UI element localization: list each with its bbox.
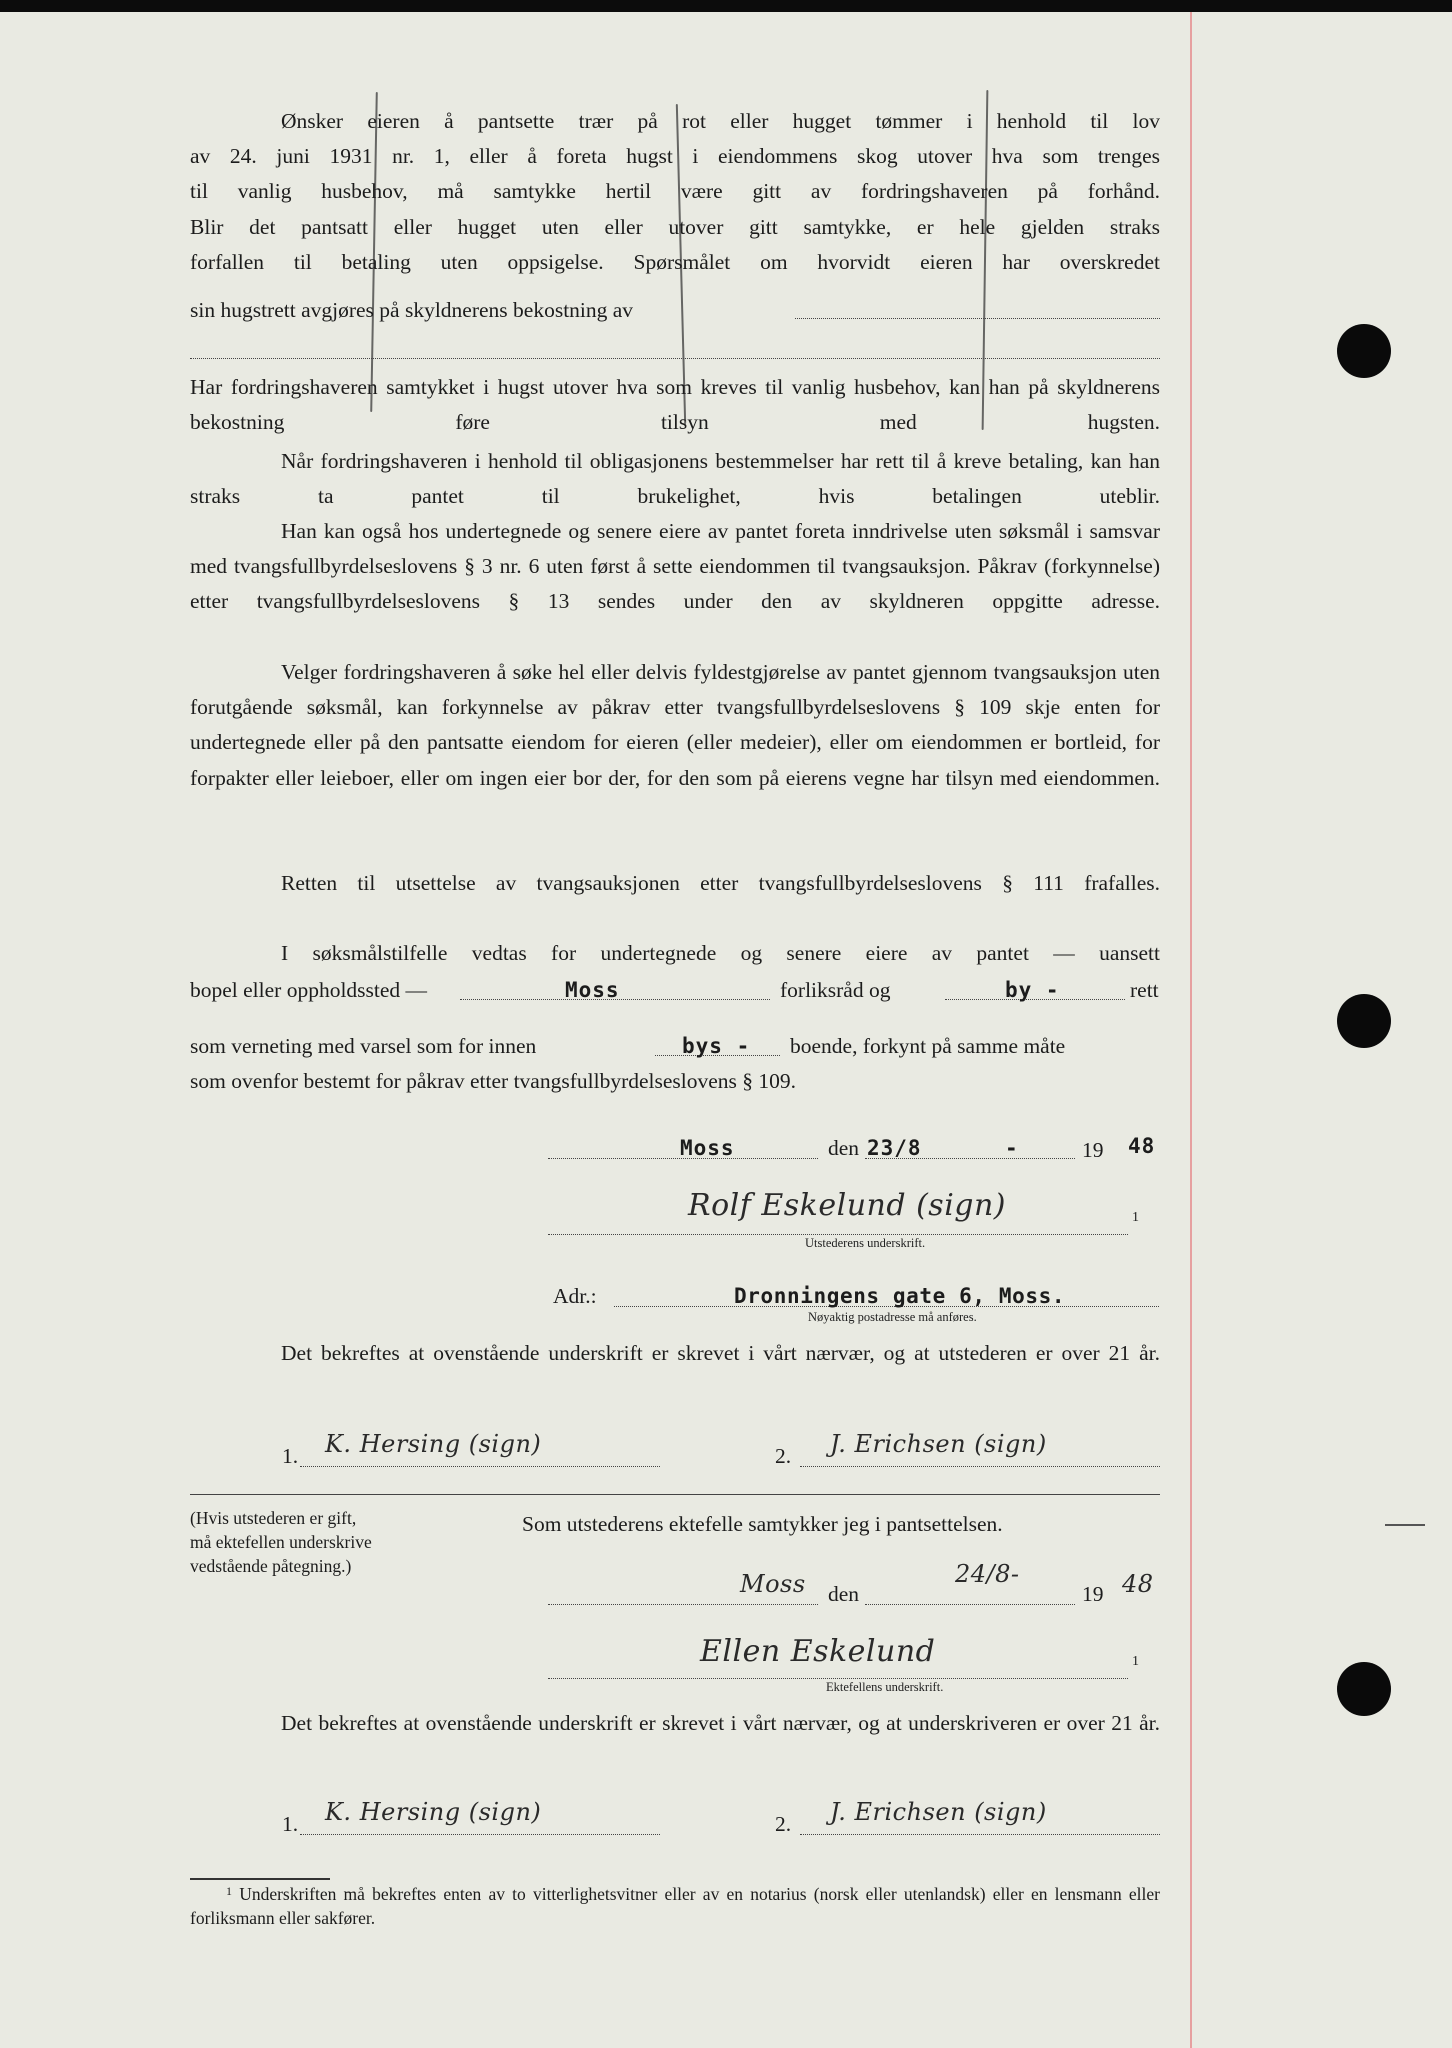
fill-line	[548, 1604, 818, 1605]
fill-line	[548, 1234, 1128, 1235]
fill-line	[800, 1466, 1160, 1467]
text-line: 19	[1082, 1582, 1104, 1606]
footnote-mark: 1	[226, 1884, 232, 1898]
text-line: Blir det pantsatt eller hugget uten eller utover gitt samtykke, er hele gjelden straks	[190, 214, 1160, 239]
spouse-note: (Hvis utstederen er gift,	[190, 1508, 357, 1528]
paragraph: Velger fordringshaveren å søke hel eller delvis fyldestgjørelse av pantet gjennom tvangsauksjon uten forutgående søksmål, kan forkynnelse av påkrav etter tvangsfullbyrdelseslovens § 109 skje enten for undertegnede eller på den pantsatte eiendom for eieren (eller medeier), eller om eiendommen er bortleid, for forpakter eller leieboer, eller om ingen eier bor der, for den som på eierens vegne har tilsyn med eiendommen.	[190, 660, 1160, 790]
paragraph: Han kan også hos undertegnede og senere eiere av pantet foreta inndrivelse uten søksmål i samsvar med tvangsfullbyrdelseslovens § 3 nr. 6 uten først å sette eiendommen til tvangsauksjon. Påkrav (forkynnelse) etter tvangsfullbyrdelseslovens § 13 sendes under den av skyldneren oppgitte adresse.	[190, 519, 1160, 614]
binder-hole	[1337, 994, 1391, 1048]
fill-line	[865, 1604, 1075, 1605]
fill-line	[548, 1678, 1128, 1679]
witness-signature: J. Erichsen (sign)	[830, 1798, 1047, 1826]
handwritten-date: 24/8-	[955, 1560, 1020, 1588]
text-line: den	[828, 1136, 860, 1160]
spouse-consent: Som utstederens ektefelle samtykker jeg i pantsettelsen.	[522, 1512, 1003, 1536]
footnote-mark: 1	[1132, 1654, 1139, 1669]
text-line: bopel eller oppholdssted —	[190, 978, 428, 1002]
footnote-text: Underskriften må bekreftes enten av to vitterlighetsvitner eller av en notarius (norsk eller utenlandsk) eller en lensmann eller forliksmann eller sakfører.	[190, 1884, 1161, 1928]
address-caption: Nøyaktig postadresse må anføres.	[808, 1310, 977, 1324]
text-line: forfallen til betaling uten oppsigelse. Spørsmålet om hvorvidt eieren har overskredet	[190, 249, 1160, 274]
signature-caption: Utstederens underskrift.	[805, 1236, 926, 1250]
witness-signature: J. Erichsen (sign)	[830, 1430, 1047, 1458]
separator-line	[190, 1494, 1160, 1495]
witness-signature: K. Hersing (sign)	[325, 1430, 542, 1458]
handwritten-year: 48	[1122, 1570, 1154, 1598]
footnote	[190, 1882, 1160, 1930]
edge-mark	[1385, 1524, 1425, 1526]
witness-number: 1.	[282, 1812, 299, 1836]
fill-line	[800, 1834, 1160, 1835]
red-margin-rule	[1190, 12, 1192, 2048]
spouse-signature: Ellen Eskelund	[700, 1634, 936, 1669]
issuer-signature: Rolf Eskelund (sign)	[688, 1188, 1007, 1223]
witness-number: 1.	[282, 1444, 299, 1468]
address-label: Adr.:	[553, 1284, 597, 1308]
typed-value: by -	[1005, 978, 1060, 1002]
footnote-mark: 1	[1132, 1210, 1139, 1225]
fill-line	[190, 358, 1160, 359]
witness-signature: K. Hersing (sign)	[325, 1798, 542, 1826]
text-line: som verneting med varsel som for innen	[190, 1034, 537, 1058]
typed-value: Moss	[565, 978, 620, 1002]
typed-value: Moss	[680, 1136, 735, 1160]
spouse-note: må ektefellen underskrive	[190, 1532, 372, 1552]
text-line: sin hugstrett avgjøres på skyldnerens bekostning av	[190, 298, 634, 322]
paragraph: Når fordringshaveren i henhold til obligasjonens bestemmelser har rett til å kreve betaling, kan han straks ta pantet til brukelighet, hvis betalingen uteblir.	[190, 449, 1160, 509]
text-line: rett	[1130, 978, 1159, 1002]
paragraph: I søksmålstilfelle vedtas for undertegnede og senere eiere av pantet — uansett	[281, 941, 1160, 965]
witness-confirmation: Det bekreftes at ovenstående underskrift er skrevet i vårt nærvær, og at underskriveren er over 21 år.	[281, 1711, 1160, 1735]
text-line: boende, forkynt på samme måte	[790, 1034, 1066, 1058]
tilsyn-paragraph: Har fordringshaveren samtykket i hugst utover hva som kreves til vanlig husbehov, kan han på skyldnerens bekostning føre tilsyn med hugsten.	[190, 375, 1160, 435]
witness-number: 2.	[775, 1812, 792, 1836]
typed-value: bys -	[682, 1034, 751, 1058]
text-line: 19	[1082, 1138, 1104, 1162]
text-line: Ønsker eieren å pantsette trær på rot eller hugget tømmer i henhold til lov	[281, 109, 1160, 133]
fill-line	[300, 1834, 660, 1835]
text-line: som ovenfor bestemt for påkrav etter tvangsfullbyrdelseslovens § 109.	[190, 1069, 797, 1093]
text-line: den	[828, 1582, 860, 1606]
text-line: til vanlig husbehov, må samtykke hertil være gitt av fordringshaveren på forhånd.	[190, 179, 1160, 204]
hugst-paragraph	[190, 104, 1160, 280]
typed-value: -	[1005, 1136, 1019, 1160]
signature-caption: Ektefellens underskrift.	[826, 1680, 944, 1694]
footnote-rule	[190, 1878, 330, 1880]
text-line: forliksråd og	[780, 978, 891, 1002]
binder-hole	[1337, 324, 1391, 378]
witness-confirmation: Det bekreftes at ovenstående underskrift er skrevet i vårt nærvær, og at utstederen er over 21 år.	[281, 1341, 1160, 1365]
document-page	[0, 12, 1452, 2048]
binder-hole	[1337, 1662, 1391, 1716]
paragraph: Retten til utsettelse av tvangsauksjonen etter tvangsfullbyrdelseslovens § 111 frafalles.	[281, 871, 1160, 895]
fill-line	[795, 318, 1160, 319]
witness-number: 2.	[775, 1444, 792, 1468]
spouse-note: vedstående påtegning.)	[190, 1556, 352, 1576]
typed-value: 48	[1128, 1134, 1156, 1158]
fill-line	[300, 1466, 660, 1467]
handwritten-place: Moss	[740, 1570, 806, 1598]
typed-value: 23/8	[867, 1136, 922, 1160]
text-line: av 24. juni 1931 nr. 1, eller å foreta hugst i eiendommens skog utover hva som trenges	[190, 144, 1160, 169]
typed-address: Dronningens gate 6, Moss.	[734, 1284, 1066, 1308]
